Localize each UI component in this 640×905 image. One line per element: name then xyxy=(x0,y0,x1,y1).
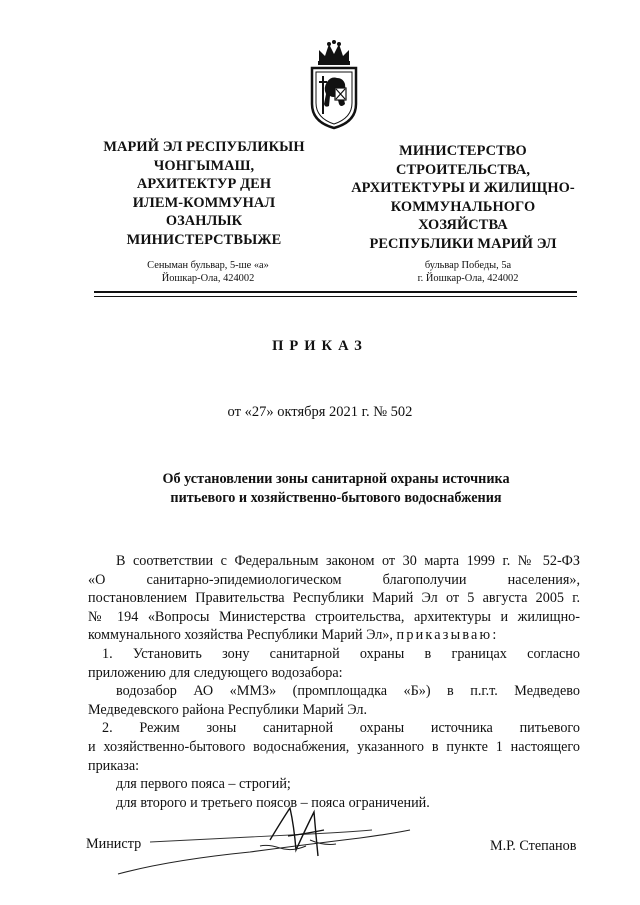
header-rule-thick xyxy=(94,291,577,293)
org-name-russian-line: КОММУНАЛЬНОГО xyxy=(390,198,536,215)
org-name-mari-line: МИНИСТЕРСТВЫЖЕ xyxy=(126,231,282,248)
org-name-mari-line: ОЗАНЛЫК xyxy=(165,213,243,230)
org-name-mari-line: АРХИТЕКТУР ДЕН xyxy=(136,176,272,193)
coat-of-arms-emblem xyxy=(305,38,363,130)
subject-line: питьевого и хозяйственно-бытового водоснабжения xyxy=(170,490,502,506)
body-line: 1. Установить зону санитарной охраны в границах согласно xyxy=(102,645,580,662)
address-mari xyxy=(122,259,294,285)
document-date: от «27» октября 2021 г. № 502 xyxy=(227,404,413,420)
org-name-mari-line: МАРИЙ ЭЛ РЕСПУБЛИКЫН xyxy=(103,139,305,155)
address-line: Йошкар-Ола, 424002 xyxy=(161,273,255,284)
body-line: водозабор АО «ММЗ» (промплощадка «Б») в п.г.т. Медведево xyxy=(116,683,580,700)
body-text-span: коммунального хозяйства Республики Марий Эл», xyxy=(88,627,397,644)
body-line: и хозяйственно-бытового водоснабжения, указанного в пункте 1 настоящего xyxy=(88,738,580,755)
body-line: № 194 «Вопросы Министерства строительства, архитектуры и жилищно- xyxy=(88,608,580,625)
body-line: В соответствии с Федеральным законом от 30 марта 1999 г. № 52-ФЗ xyxy=(116,553,580,569)
body-line: Медведевского района Республики Марий Эл. xyxy=(88,701,368,718)
body-line: постановлением Правительства Республики Марий Эл от 5 августа 2005 г. xyxy=(88,590,580,607)
document-body xyxy=(88,552,580,812)
address-line: г. Йошкар-Ола, 424002 xyxy=(417,273,519,284)
body-line: приложению для следующего водозабора: xyxy=(88,664,343,681)
body-line: 2. Режим зоны санитарной охраны источника питьевого xyxy=(102,720,580,737)
address-line: Сеныман бульвар, 5-ше «а» xyxy=(147,260,269,271)
signer-position: Министр xyxy=(86,836,142,852)
document-title: ПРИКАЗ xyxy=(272,338,368,354)
header-rule-thin xyxy=(94,296,577,297)
org-name-mari-line: ИЛЕМ-КОММУНАЛ xyxy=(132,194,276,211)
org-name-russian xyxy=(344,142,582,254)
org-name-russian-line: РЕСПУБЛИКИ МАРИЙ ЭЛ xyxy=(369,235,557,252)
body-line: «О санитарно-эпидемиологическом благополучии населения», xyxy=(88,571,580,588)
address-russian xyxy=(398,259,538,285)
org-name-mari-line: ЧОНГЫМАШ, xyxy=(153,157,255,174)
org-name-russian-line: ХОЗЯЙСТВА xyxy=(418,217,508,234)
body-line: для первого пояса – строгий; xyxy=(116,776,291,793)
body-line: для второго и третьего поясов – пояса ограничений. xyxy=(116,794,430,811)
subject-line: Об установлении зоны санитарной охраны источника xyxy=(162,471,510,487)
address-line: бульвар Победы, 5а xyxy=(424,260,512,271)
org-name-russian-line: МИНИСТЕРСТВО xyxy=(399,143,527,159)
org-name-russian-line: АРХИТЕКТУРЫ И ЖИЛИЩНО- xyxy=(351,180,575,197)
order-keyword: приказываю: xyxy=(396,627,499,644)
body-line xyxy=(88,626,580,645)
org-name-mari xyxy=(84,138,324,250)
document-subject xyxy=(130,470,542,508)
handwritten-signature xyxy=(110,800,440,880)
signer-name: М.Р. Степанов xyxy=(490,838,577,854)
body-line: приказа: xyxy=(88,757,140,774)
org-name-russian-line: СТРОИТЕЛЬСТВА, xyxy=(395,161,531,178)
